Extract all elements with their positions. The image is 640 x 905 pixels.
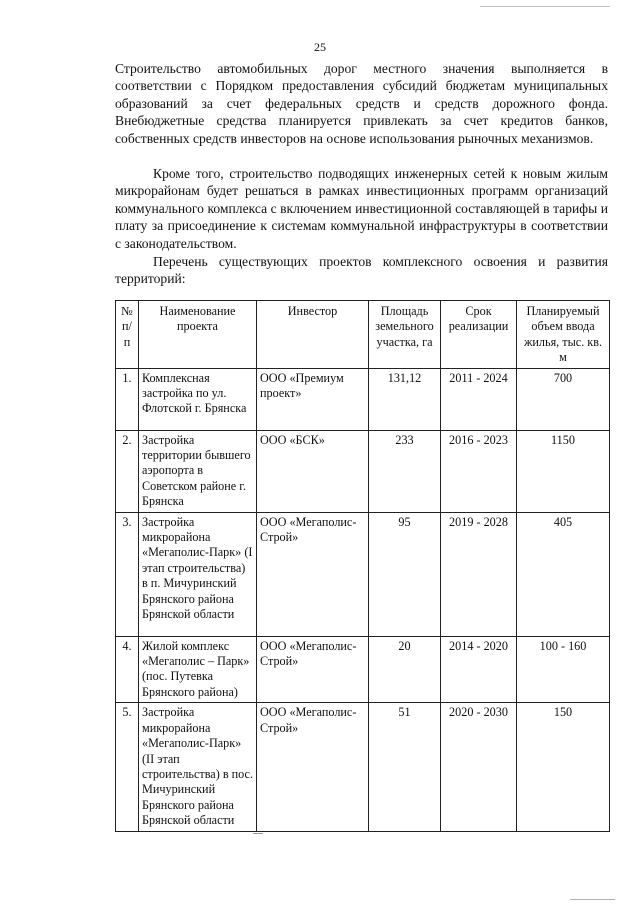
scan-artifact-line [480, 6, 610, 7]
table-header-row [116, 301, 610, 369]
cell-investor: ООО «Мегаполис-Строй» [257, 703, 369, 831]
cell-num: 5. [116, 703, 139, 831]
header-period: Срок реализации [441, 301, 517, 369]
cell-period: 2014 - 2020 [441, 636, 517, 703]
scan-artifact-line [570, 899, 615, 900]
cell-project-name: Комплексная застройка по ул. Флотской г. Брянска [139, 368, 257, 430]
projects-table [115, 300, 610, 832]
cell-num: 4. [116, 636, 139, 703]
cell-housing-volume: 100 - 160 [517, 636, 610, 703]
paragraph-road-construction: Строительство автомобильных дорог местного значения выполняется в соответствии с Порядком предоставления субсидий бюджетам муниципальных образований за счет федеральных средств и средств дорожного фонда. Внебюджетные средства планируется привлекать за счет кредитов банков, собственных средств инвесторов на основе использования рыночных механизмов. [115, 61, 608, 146]
cell-project-name: Застройка микрорайона «Мегаполис-Парк» (II этап строительства) в пос. Мичуринский Брянского района Брянской области [139, 703, 257, 831]
cell-land-area: 20 [369, 636, 441, 703]
cell-period: 2011 - 2024 [441, 368, 517, 430]
header-num: № п/п [116, 301, 139, 369]
table-row [116, 703, 610, 831]
paragraph-engineering-networks: Кроме того, строительство подводящих инженерных сетей к новым жилым микрорайонам будет решаться в рамках инвестиционных программ организаций коммунального комплекса с включением инвестиционной составляющей в тарифы и плату за присоединение к системам коммунальной инфраструктуры в соответствии с законодательством. [115, 166, 608, 251]
cell-num: 2. [116, 430, 139, 512]
cell-housing-volume: 700 [517, 368, 610, 430]
paragraph-projects-list-intro: Перечень существующих проектов комплексного освоения и развития территорий: [115, 254, 608, 287]
cell-investor: ООО «Мегаполис-Строй» [257, 636, 369, 703]
cell-housing-volume: 405 [517, 512, 610, 636]
scan-artifact-line [253, 833, 263, 834]
header-investor: Инвестор [257, 301, 369, 369]
cell-land-area: 95 [369, 512, 441, 636]
cell-num: 3. [116, 512, 139, 636]
header-housing-volume: Планируемый объем ввода жилья, тыс. кв. м [517, 301, 610, 369]
cell-housing-volume: 150 [517, 703, 610, 831]
cell-land-area: 51 [369, 703, 441, 831]
cell-investor: ООО «Премиум проект» [257, 368, 369, 430]
table-row [116, 512, 610, 636]
cell-investor: ООО «БСК» [257, 430, 369, 512]
cell-housing-volume: 1150 [517, 430, 610, 512]
cell-project-name: Застройка территории бывшего аэропорта в Советском районе г. Брянска [139, 430, 257, 512]
cell-investor: ООО «Мегаполис-Строй» [257, 512, 369, 636]
cell-period: 2020 - 2030 [441, 703, 517, 831]
cell-period: 2019 - 2028 [441, 512, 517, 636]
header-project-name: Наименование проекта [139, 301, 257, 369]
table-row [116, 430, 610, 512]
page-number: 25 [314, 40, 326, 54]
cell-period: 2016 - 2023 [441, 430, 517, 512]
cell-project-name: Жилой комплекс «Мегаполис – Парк» (пос. Путевка Брянского района) [139, 636, 257, 703]
cell-land-area: 233 [369, 430, 441, 512]
table-row [116, 368, 610, 430]
table-row [116, 636, 610, 703]
header-land-area: Площадь земельного участка, га [369, 301, 441, 369]
cell-land-area: 131,12 [369, 368, 441, 430]
cell-project-name: Застройка микрорайона «Мегаполис-Парк» (I этап строительства) в п. Мичуринский Брянского района Брянской области [139, 512, 257, 636]
cell-num: 1. [116, 368, 139, 430]
